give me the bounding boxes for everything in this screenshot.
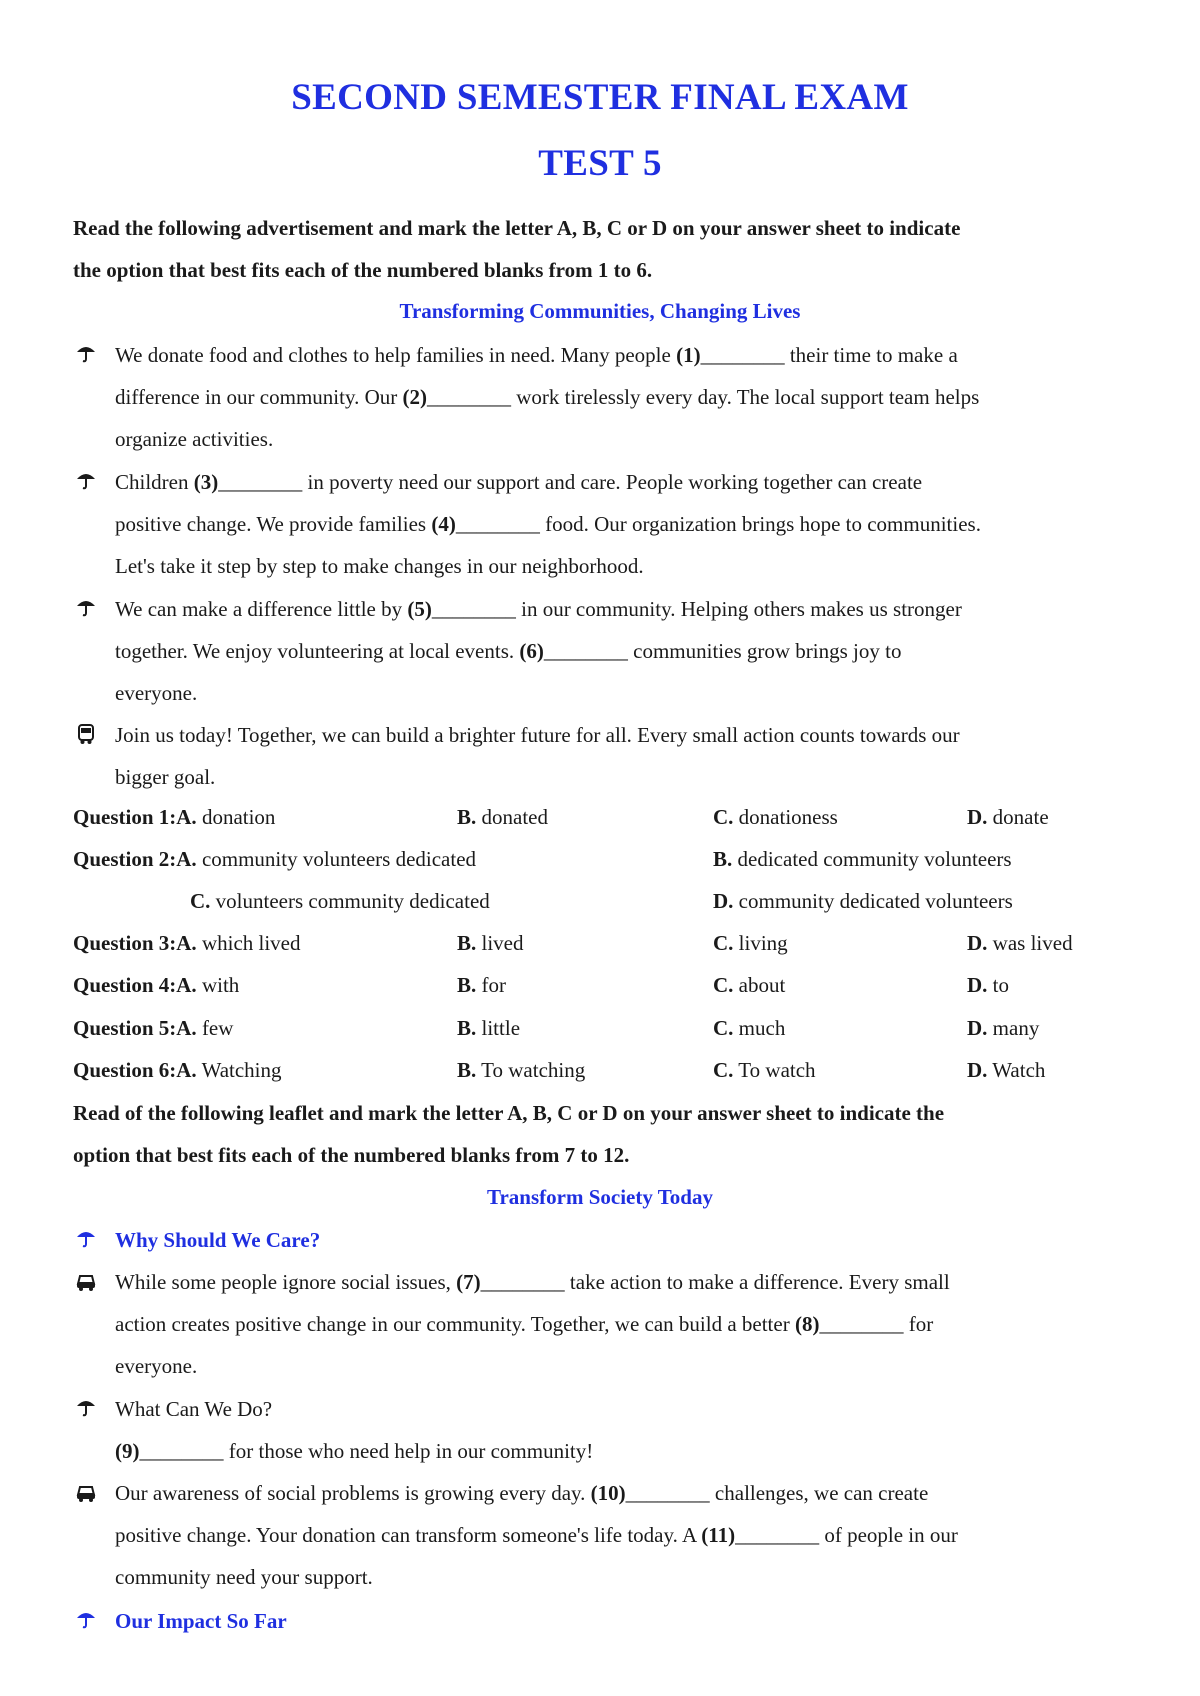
section2-paragraph-2: (9)________ for those who need help in our community!: [115, 1439, 594, 1463]
question-4-option-a: Question 4:A. with: [73, 973, 240, 997]
instruction-line: the option that best fits each of the numbered blanks from 1 to 6.: [73, 258, 653, 282]
question-4-option-d: D. to: [967, 973, 1010, 997]
question-6-option-d: D. Watch: [967, 1058, 1046, 1082]
blank-4: (4): [431, 512, 456, 536]
section1-paragraph-1: We donate food and clothes to help families in need. Many people (1)________ their time to make a difference in our community. Our (2)________ work tirelessly every day. The local support team helps organize activities.: [115, 343, 980, 451]
blank-2: (2): [402, 385, 427, 409]
blank-5: (5): [407, 597, 432, 621]
section1-heading: Transforming Communities, Changing Lives: [399, 299, 801, 323]
section1-paragraph-2: Children (3)________ in poverty need our support and care. People working together can create positive change. We provide families (4)________ food. Our organization brings hope to communities. Let's take it step by step to make changes in our neighborhood.: [115, 470, 981, 578]
instruction-line: option that best fits each of the numbered blanks from 7 to 12.: [73, 1143, 630, 1167]
blank-1: (1): [676, 343, 701, 367]
section2-instructions: [73, 1092, 1133, 1176]
test-number: TEST 5: [538, 143, 662, 184]
question-1-option-c: C. donationess: [713, 805, 838, 829]
exam-title: SECOND SEMESTER FINAL EXAM: [291, 77, 909, 118]
question-5-option-c: C. much: [713, 1016, 786, 1040]
what-heading: What Can We Do?: [115, 1397, 273, 1421]
question-6-option-b: B. To watching: [457, 1058, 586, 1082]
section1-instructions: [73, 207, 1133, 291]
question-2-option-b: B. dedicated community volunteers: [713, 847, 1012, 871]
umbrella-icon: [75, 1228, 97, 1250]
question-2-option-d: D. community dedicated volunteers: [713, 889, 1013, 913]
bus-icon: [75, 723, 97, 745]
blank-10: (10): [590, 1481, 626, 1505]
question-3-option-c: C. living: [713, 931, 788, 955]
question-3-option-d: D. was lived: [967, 931, 1073, 955]
question-5-option-a: Question 5:A. few: [73, 1016, 234, 1040]
section1-paragraph-3: We can make a difference little by (5)________ in our community. Helping others makes us stronger together. We enjoy volunteering at local events. (6)________ communities grow brings joy to everyone.: [115, 597, 962, 705]
blank-3: (3): [193, 470, 219, 494]
instruction-line: Read of the following leaflet and mark the letter A, B, C or D on your answer sheet to indicate the: [73, 1101, 945, 1125]
question-3-option-b: B. lived: [457, 931, 524, 955]
blank-9: (9): [115, 1439, 140, 1463]
impact-heading: Our Impact So Far: [115, 1609, 287, 1633]
car-icon: [75, 1270, 97, 1292]
section1-paragraph-4: Join us today! Together, we can build a brighter future for all. Every small action counts towards our bigger goal.: [115, 723, 960, 789]
umbrella-icon: [75, 343, 97, 365]
why-heading: Why Should We Care?: [115, 1228, 321, 1252]
blank-6: (6): [519, 639, 544, 663]
blank-11: (11): [701, 1523, 736, 1547]
question-4-option-b: B. for: [457, 973, 507, 997]
umbrella-icon: [75, 470, 97, 492]
umbrella-icon: [75, 1609, 97, 1631]
umbrella-icon: [75, 1397, 97, 1419]
question-2-option-c: C. volunteers community dedicated: [190, 889, 490, 913]
question-6-option-c: C. To watch: [713, 1058, 816, 1082]
question-6-option-a: Question 6:A. Watching: [73, 1058, 282, 1082]
question-4-option-c: C. about: [713, 973, 786, 997]
question-3-option-a: Question 3:A. which lived: [73, 931, 301, 955]
section2-heading: Transform Society Today: [487, 1185, 713, 1209]
section2-paragraph-1: While some people ignore social issues, (7)________ take action to make a difference. Every small action creates positive change in our community. Together, we can build a better (8)________ for everyone.: [115, 1270, 950, 1378]
question-5-option-d: D. many: [967, 1016, 1040, 1040]
car-icon: [75, 1481, 97, 1503]
instruction-line: Read the following advertisement and mark the letter A, B, C or D on your answer sheet to indicate: [73, 216, 961, 240]
question-1-option-b: B. donated: [457, 805, 548, 829]
blank-7: (7): [456, 1270, 481, 1294]
question-5-option-b: B. little: [457, 1016, 521, 1040]
question-1-option-d: D. donate: [967, 805, 1049, 829]
section2-paragraph-3: Our awareness of social problems is growing every day. (10)________ challenges, we can create positive change. Your donation can transform someone's life today. A (11)________ of people in our community need your support.: [115, 1481, 958, 1589]
blank-8: (8): [794, 1312, 820, 1336]
umbrella-icon: [75, 597, 97, 619]
question-2-option-a: Question 2:A. community volunteers dedicated: [73, 847, 477, 871]
question-1-option-a: Question 1:A. donation: [73, 805, 276, 829]
